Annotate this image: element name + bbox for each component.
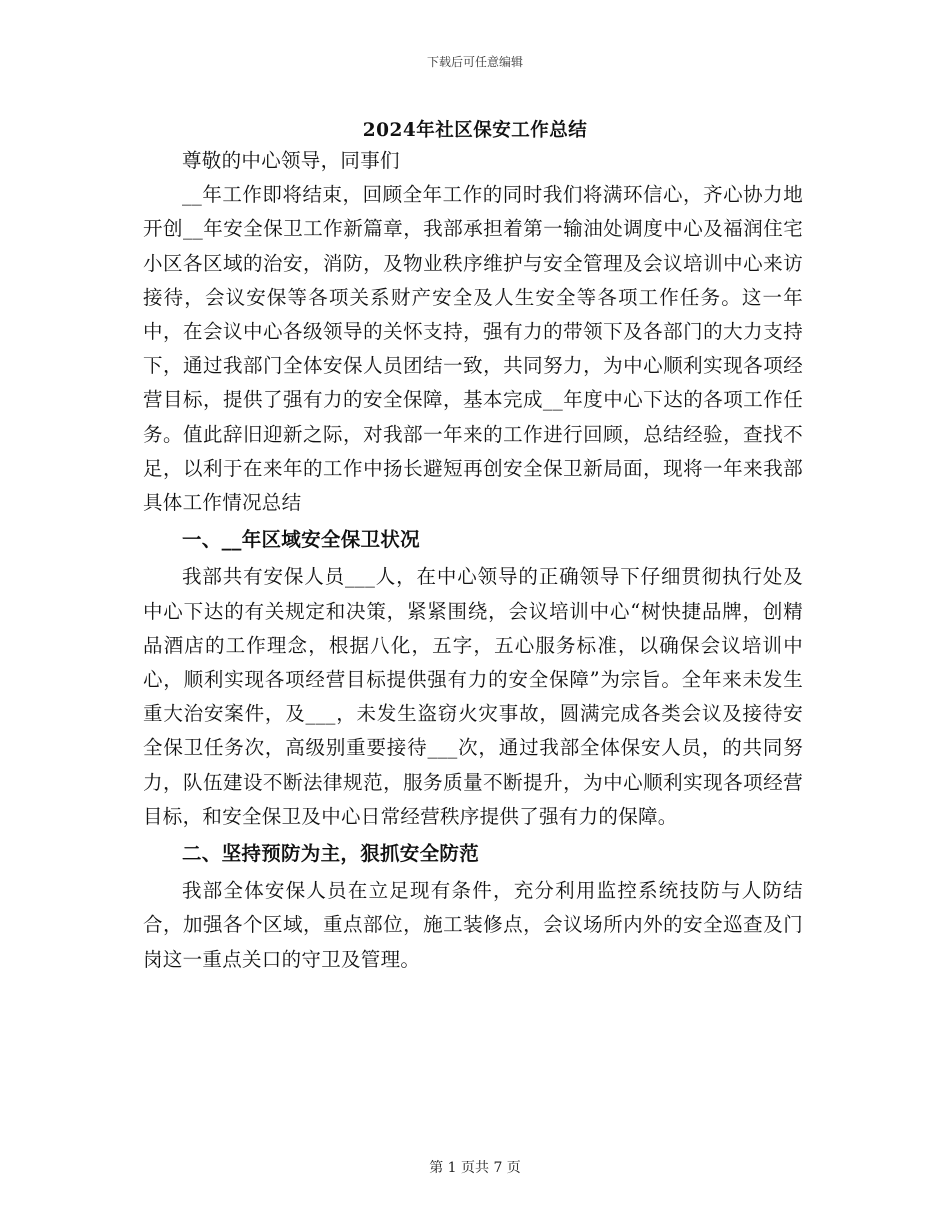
page-header-note: 下载后可任意编辑 [426, 55, 523, 69]
intro-paragraph: __年工作即将结束，回顾全年工作的同时我们将满环信心，齐心协力地开创__年安全保卫工作新篇章，我部承担着第一输油处调度中心及福润住宅小区各区域的治安，消防，及物业秩序维护与安全管理及会议培训中心来访接待，会议安保等各项关系财产安全及人生安全等各项工作任务。这一年中，在会议中心各级领导的关怀支持，强有力的带领下及各部门的大力支持下，通过我部门全体安保人员团结一致，共同努力，为中心顺利实现各项经营目标，提供了强有力的安全保障，基本完成__年度中心下达的各项工作任务。值此辞旧迎新之际，对我部一年来的工作进行回顾，总结经验，查找不足，以利于在来年的工作中扬长避短再创安全保卫新局面，现将一年来我部具体工作情况总结 [143, 183, 803, 515]
document-title: 2024年社区保安工作总结 [362, 120, 588, 141]
document-body [143, 144, 803, 977]
section-2-heading: 二、坚持预防为主，狠抓安全防范 [182, 842, 480, 866]
section-1-heading: 一、__年区域安全保卫状况 [182, 528, 420, 552]
page-number: 第 1 页共 7 页 [429, 1160, 521, 1176]
section-2-paragraph: 我部全体安保人员在立足现有条件，充分利用监控系统技防与人防结合，加强各个区域，重点部位，施工装修点，会议场所内外的安全巡查及门岗这一重点关口的守卫及管理。 [143, 879, 803, 971]
salutation: 尊敬的中心领导，同事们 [182, 149, 400, 172]
section-1-paragraph: 我部共有安保人员___人，在中心领导的正确领导下仔细贯彻执行处及中心下达的有关规定和决策，紧紧围绕，会议培训中心“树快捷品牌，创精品酒店的工作理念，根据八化，五字，五心服务标准，以确保会议培训中心，顺利实现各项经营目标提供强有力的安全保障”为宗旨。全年来未发生重大治安案件，及___，未发生盗窃火灾事故，圆满完成各类会议及接待安全保卫任务次，高级别重要接待___次，通过我部全体保安人员，的共同努力，队伍建设不断法律规范，服务质量不断提升，为中心顺利实现各项经营目标，和安全保卫及中心日常经营秩序提供了强有力的保障。 [143, 565, 803, 828]
